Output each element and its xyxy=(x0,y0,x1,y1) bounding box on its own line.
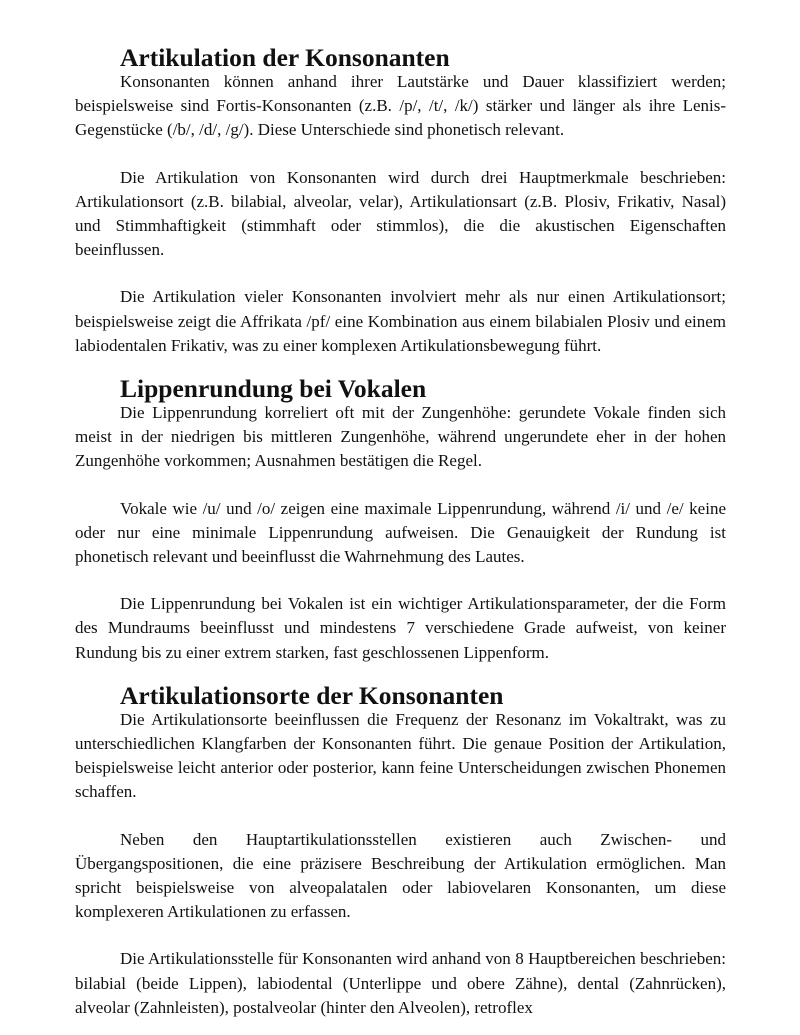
section-heading: Lippenrundung bei Vokalen xyxy=(120,374,427,404)
paragraph: Die Lippenrundung korreliert oft mit der Zungenhöhe: gerundete Vokale finden sich meist in der niedrigen bis mittleren Zungenhöhe, während ungerundete eher in der hohen Zungenhöhe vorkommen; Ausnahmen bestätigen die Regel. xyxy=(75,403,726,471)
paragraph: Die Artikulation vieler Konsonanten involviert mehr als nur einen Artikulationsort; beispielsweise zeigt die Affrikata /pf/ eine Kombination aus einem bilabialen Plosiv und einem labiodentalen Frikativ, was zu einer komplexen Artikulationsbewegung führt. xyxy=(75,287,726,355)
paragraph: Vokale wie /u/ und /o/ zeigen eine maximale Lippenrundung, während /i/ und /e/ keine oder nur eine minimale Lippenrundung aufweisen. Die Genauigkeit der Rundung ist phonetisch relevant und beeinflusst die Wahrnehmung des Lautes. xyxy=(75,498,726,567)
section-heading: Artikulationsorte der Konsonanten xyxy=(120,680,504,710)
paragraph: Die Lippenrundung bei Vokalen ist ein wichtiger Artikulationsparameter, der die Form des Mundraums beeinflusst und mindestens 7 verschiedene Grade aufweist, von keiner Rundung bis zu einer extrem starken, fast geschlossenen Lippenform. xyxy=(75,594,726,662)
paragraph: Die Artikulationsstelle für Konsonanten wird anhand von 8 Hauptbereichen beschrieben: bilabial (beide Lippen), labiodental (Unterlippe und obere Zähne), dental (Zahnrücken), alveolar (Zahnleisten), postalveolar (hinter den Alveolen), retroflex xyxy=(75,949,726,1017)
paragraph: Die Artikulation von Konsonanten wird durch drei Hauptmerkmale beschrieben: Artikulationsort (z.B. bilabial, alveolar, velar), Artikulationsart (z.B. Plosiv, Frikativ, Nasal) und Stimmhaftigkeit (stimmhaft oder stimmlos), die die akustischen Eigenschaften beeinflussen. xyxy=(75,167,726,260)
document-page xyxy=(75,43,726,1020)
paragraph: Neben den Hauptartikulationsstellen existieren auch Zwischen- und Übergangspositionen, die eine präzisere Beschreibung der Artikulation ermöglichen. Man spricht beispielsweise von alveopalatalen oder labiovelaren Konsonanten, um diese komplexeren Artikulationen zu erfassen. xyxy=(75,829,726,922)
paragraph: Konsonanten können anhand ihrer Lautstärke und Dauer klassifiziert werden; beispielsweise sind Fortis-Konsonanten (z.B. /p/, /t/, /k/) stärker und länger als ihre Lenis-Gegenstücke (/b/, /d/, /g/). Diese Unterschiede sind phonetisch relevant. xyxy=(75,72,726,140)
section-heading: Artikulation der Konsonanten xyxy=(120,43,450,72)
paragraph: Die Artikulationsorte beeinflussen die Frequenz der Resonanz im Vokaltrakt, was zu unterschiedlichen Klangfarben der Konsonanten führt. Die genaue Position der Artikulation, beispielsweise leicht anterior oder posterior, kann feine Unterscheidungen zwischen Phonemen schaffen. xyxy=(75,709,726,802)
